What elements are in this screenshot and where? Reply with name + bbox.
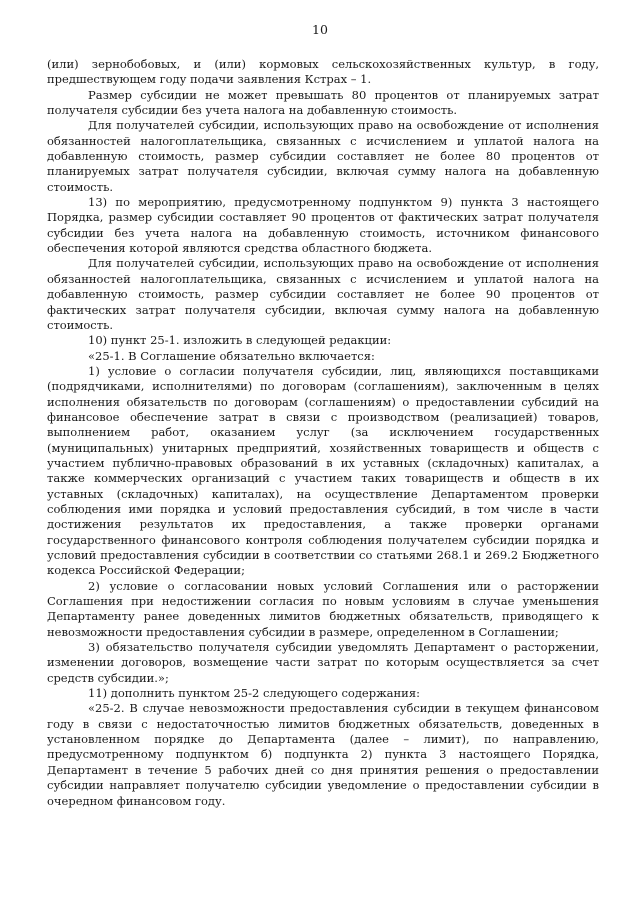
paragraph-continuation: (или) зернобобовых, и (или) кормовых сельскохозяйственных культур, в году, предшествующем году подачи заявления Кстрах – 1. (47, 57, 599, 87)
paragraph-vat-exempt-90: Для получателей субсидии, использующих право на освобождение от исполнения обязанностей налогоплательщика, связанных с исчислением и уплатой налога на добавленную стоимость, размер субсидии составляет не более 90 процентов от фактических затрат получателя субсидии, включая сумму налога на добавленную стоимость. (47, 256, 599, 332)
paragraph-condition-1: 1) условие о согласии получателя субсидии, лиц, являющихся поставщиками (подрядчиками, исполнителями) по договорам (соглашениям), заключенным в целях исполнения обязательств по договорам (соглашениям) о предоставлении субсидий на финансовое обеспечение затрат в связи с производством (реализацией) товаров, выполнением работ, оказанием услуг (за исключением государственных (муниципальных) унитарных предприятий, хозяйственных товариществ и обществ с участием публично-правовых образований в их уставных (складочных) капиталах, а также коммерческих организаций с участием таких товариществ и обществ в их уставных (складочных) капиталах), на осуществление Департаментом проверки соблюдения ими порядка и условий предоставления субсидий, в том числе в части достижения результатов их предоставления, а также проверки органами государственного финансового контроля соблюдения получателем субсидии порядка и условий предоставления субсидии в соответствии со статьями 268.1 и 269.2 Бюджетного кодекса Российской Федерации; (47, 363, 599, 578)
paragraph-amendment-10: 10) пункт 25-1. изложить в следующей редакции: (88, 333, 392, 348)
paragraph-item-13: 13) по мероприятию, предусмотренному подпунктом 9) пункта 3 настоящего Порядка, размер субсидии составляет 90 процентов от фактических затрат получателя субсидии без учета налога на добавленную стоимость, источником финансового обеспечения которой являются средства областного бюджета. (47, 195, 599, 256)
page-number: 10 (312, 22, 328, 37)
paragraph-clause-25-2: «25-2. В случае невозможности предоставления субсидии в текущем финансовом году в связи с недостаточностью лимитов бюджетных обязательств, доведенных в установленном порядке до Департамента (далее – лимит), по направлению, предусмотренному подпунктом б) подпункта 2) пункта 3 настоящего Порядка, Департамент в течение 5 рабочих дней со дня принятия решения о предоставлении субсидии направляет получателю субсидии уведомление о предоставлении субсидии в очередном финансовом году. (47, 701, 599, 808)
document-body (47, 57, 599, 809)
paragraph-condition-2: 2) условие о согласовании новых условий Соглашения или о расторжении Соглашения при недостижении согласия по новым условиям в случае уменьшения Департаменту ранее доведенных лимитов бюджетных обязательств, приводящего к невозможности предоставления субсидии в размере, определенном в Соглашении; (47, 578, 599, 639)
paragraph-condition-3: 3) обязательство получателя субсидии уведомлять Департамент о расторжении, изменении договоров, возмещение части затрат по которым осуществляется за счет средств субсидии.»; (47, 640, 599, 685)
paragraph-clause-25-1-heading: «25-1. В Соглашение обязательно включается: (88, 348, 375, 363)
paragraph-subsidy-limit-80: Размер субсидии не может превышать 80 процентов от планируемых затрат получателя субсидии без учета налога на добавленную стоимость. (47, 87, 599, 118)
paragraph-vat-exempt-80: Для получателей субсидии, использующих право на освобождение от исполнения обязанностей налогоплательщика, связанных с исчислением и уплатой налога на добавленную стоимость, размер субсидии составляет не более 80 процентов от планируемых затрат получателя субсидии, включая сумму налога на добавленную стоимость. (47, 118, 599, 194)
paragraph-amendment-11: 11) дополнить пунктом 25-2 следующего содержания: (88, 686, 420, 701)
